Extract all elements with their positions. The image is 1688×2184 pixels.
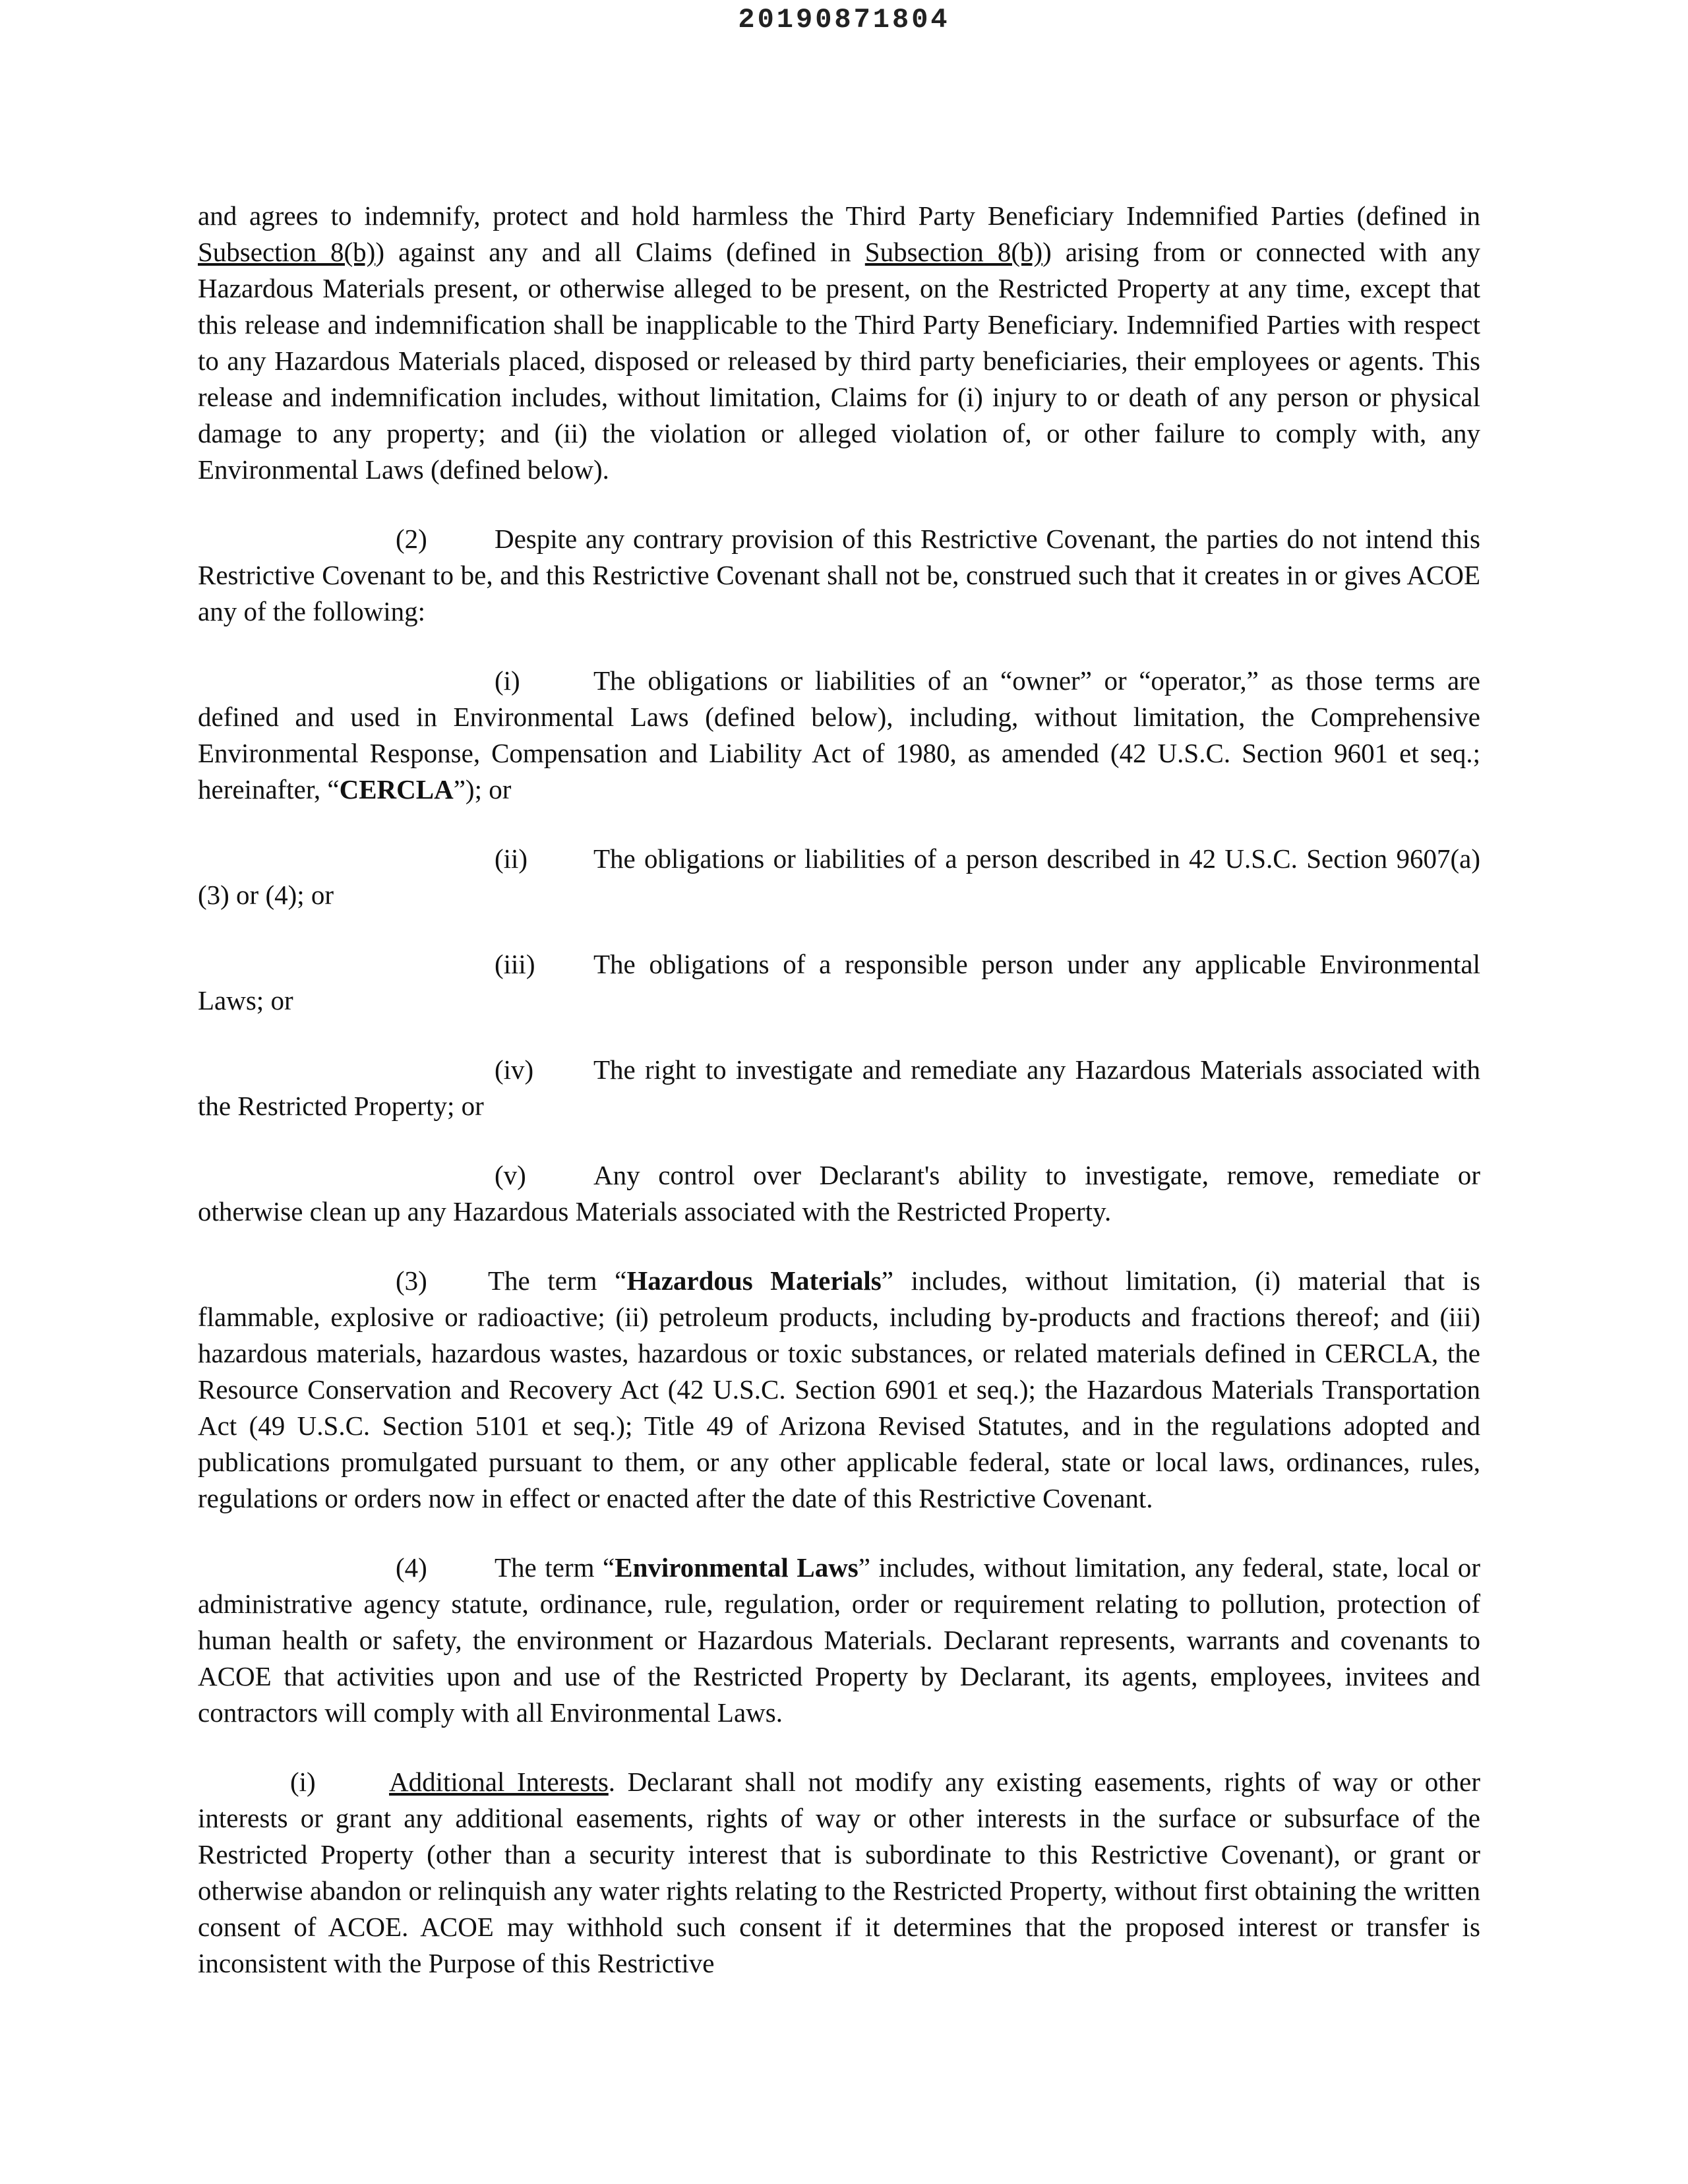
- paragraph-number: (3): [396, 1265, 427, 1296]
- text-run: ”); or: [453, 774, 512, 804]
- text-run: The right to investigate and remediate any Hazardous Materials associated with the Restricted Property; or: [198, 1054, 1480, 1121]
- paragraph-indemnification: [198, 198, 1480, 488]
- paragraph-number: (i): [495, 665, 520, 696]
- paragraph-number: (4): [396, 1552, 427, 1583]
- text-run: ” includes, without limitation, (i) material that is flammable, explosive or radioactive; (ii) petroleum products, including by-products and fractions thereof; and (iii) hazardous materials, hazardous wastes, hazardous or toxic substances, or related materials defined in CERCLA, the Resource Conservation and Recovery Act (42 U.S.C. Section 6901 et seq.); the Hazardous Materials Transportation Act (49 U.S.C. Section 5101 et seq.); Title 49 of Arizona Revised Statutes, and in the regulations adopted and publications promulgated pursuant to them, or any other applicable federal, state or local laws, ordinances, rules, regulations or orders now in effect or enacted after the date of this Restrictive Covenant.: [198, 1265, 1480, 1513]
- text-run: ) against any and all Claims (defined in: [375, 237, 865, 267]
- text-run: and agrees to indemnify, protect and hold harmless the Third Party Beneficiary Indemnified Parties (defined in: [198, 200, 1480, 231]
- paragraph-number: (ii): [495, 843, 528, 874]
- text-run: The term “: [488, 1265, 627, 1296]
- paragraph-2: [198, 521, 1480, 630]
- text-run: The obligations or liabilities of an “owner” or “operator,” as those terms are defined and used in Environmental Laws (defined below), including, without limitation, the Comprehensive Environmental Response, Compensation and Liability Act of 1980, as amended (42 U.S.C. Section 9601 et seq.; hereinafter, “: [198, 665, 1480, 804]
- subsection-reference: Subsection 8(b): [864, 237, 1043, 267]
- paragraph-number: (v): [495, 1160, 526, 1190]
- text-run: . Declarant shall not modify any existing easements, rights of way or other interests or grant any additional easements, rights of way or other interests in the surface or subsurface of the Restricted Property (other than a security interest that is subordinate to this Restrictive Covenant), or grant or otherwise abandon or relinquish any water rights relating to the Restricted Property, without first obtaining the written consent of ACOE. ACOE may withhold such consent if it determines that the proposed interest or transfer is inconsistent with the Purpose of this Restrictive: [198, 1767, 1480, 1978]
- section-heading: Additional Interests: [389, 1767, 609, 1797]
- paragraph-number: (2): [396, 524, 427, 554]
- subsection-reference: Subsection 8(b): [198, 237, 376, 267]
- document-number: 20190871804: [738, 4, 950, 36]
- defined-term: Environmental Laws: [615, 1552, 859, 1583]
- subparagraph-v: [198, 1157, 1480, 1230]
- paragraph-number: (iv): [495, 1054, 534, 1085]
- paragraph-number: (i): [290, 1767, 316, 1797]
- paragraph-additional-interests: [198, 1764, 1480, 1982]
- subparagraph-ii: [198, 841, 1480, 913]
- text-run: The obligations of a responsible person under any applicable Environmental Laws; or: [198, 949, 1480, 1016]
- defined-term: CERCLA: [339, 774, 454, 804]
- text-run: Any control over Declarant's ability to investigate, remove, remediate or otherwise clean up any Hazardous Materials associated with the Restricted Property.: [198, 1160, 1480, 1227]
- subparagraph-i: [198, 663, 1480, 808]
- text-run: ” includes, without limitation, any federal, state, local or administrative agency statute, ordinance, rule, regulation, order or requirement relating to pollution, protection of human health or safety, the environment or Hazardous Materials. Declarant represents, warrants and covenants to ACOE that activities upon and use of the Restricted Property by Declarant, its agents, employees, invitees and contractors will comply with all Environmental Laws.: [198, 1552, 1480, 1728]
- defined-term: Hazardous Materials: [626, 1265, 882, 1296]
- paragraph-4: [198, 1550, 1480, 1731]
- text-run: The obligations or liabilities of a person described in 42 U.S.C. Section 9607(a)(3) or (4); or: [198, 843, 1480, 910]
- document-body: [198, 198, 1480, 2015]
- subparagraph-iv: [198, 1052, 1480, 1124]
- text-run: ) arising from or connected with any Hazardous Materials present, or otherwise alleged to be present, on the Restricted Property at any time, except that this release and indemnification shall be inapplicable to the Third Party Beneficiary. Indemnified Parties with respect to any Hazardous Materials placed, disposed or released by third party beneficiaries, their employees or agents. This release and indemnification includes, without limitation, Claims for (i) injury to or death of any person or physical damage to any property; and (ii) the violation or alleged violation of, or other failure to comply with, any Environmental Laws (defined below).: [198, 237, 1480, 485]
- paragraph-3: [198, 1263, 1480, 1517]
- text-run: The term “: [495, 1552, 615, 1583]
- subparagraph-iii: [198, 946, 1480, 1019]
- text-run: Despite any contrary provision of this Restrictive Covenant, the parties do not intend this Restrictive Covenant to be, and this Restrictive Covenant shall not be, construed such that it creates in or gives ACOE any of the following:: [198, 524, 1480, 626]
- paragraph-number: (iii): [495, 949, 535, 979]
